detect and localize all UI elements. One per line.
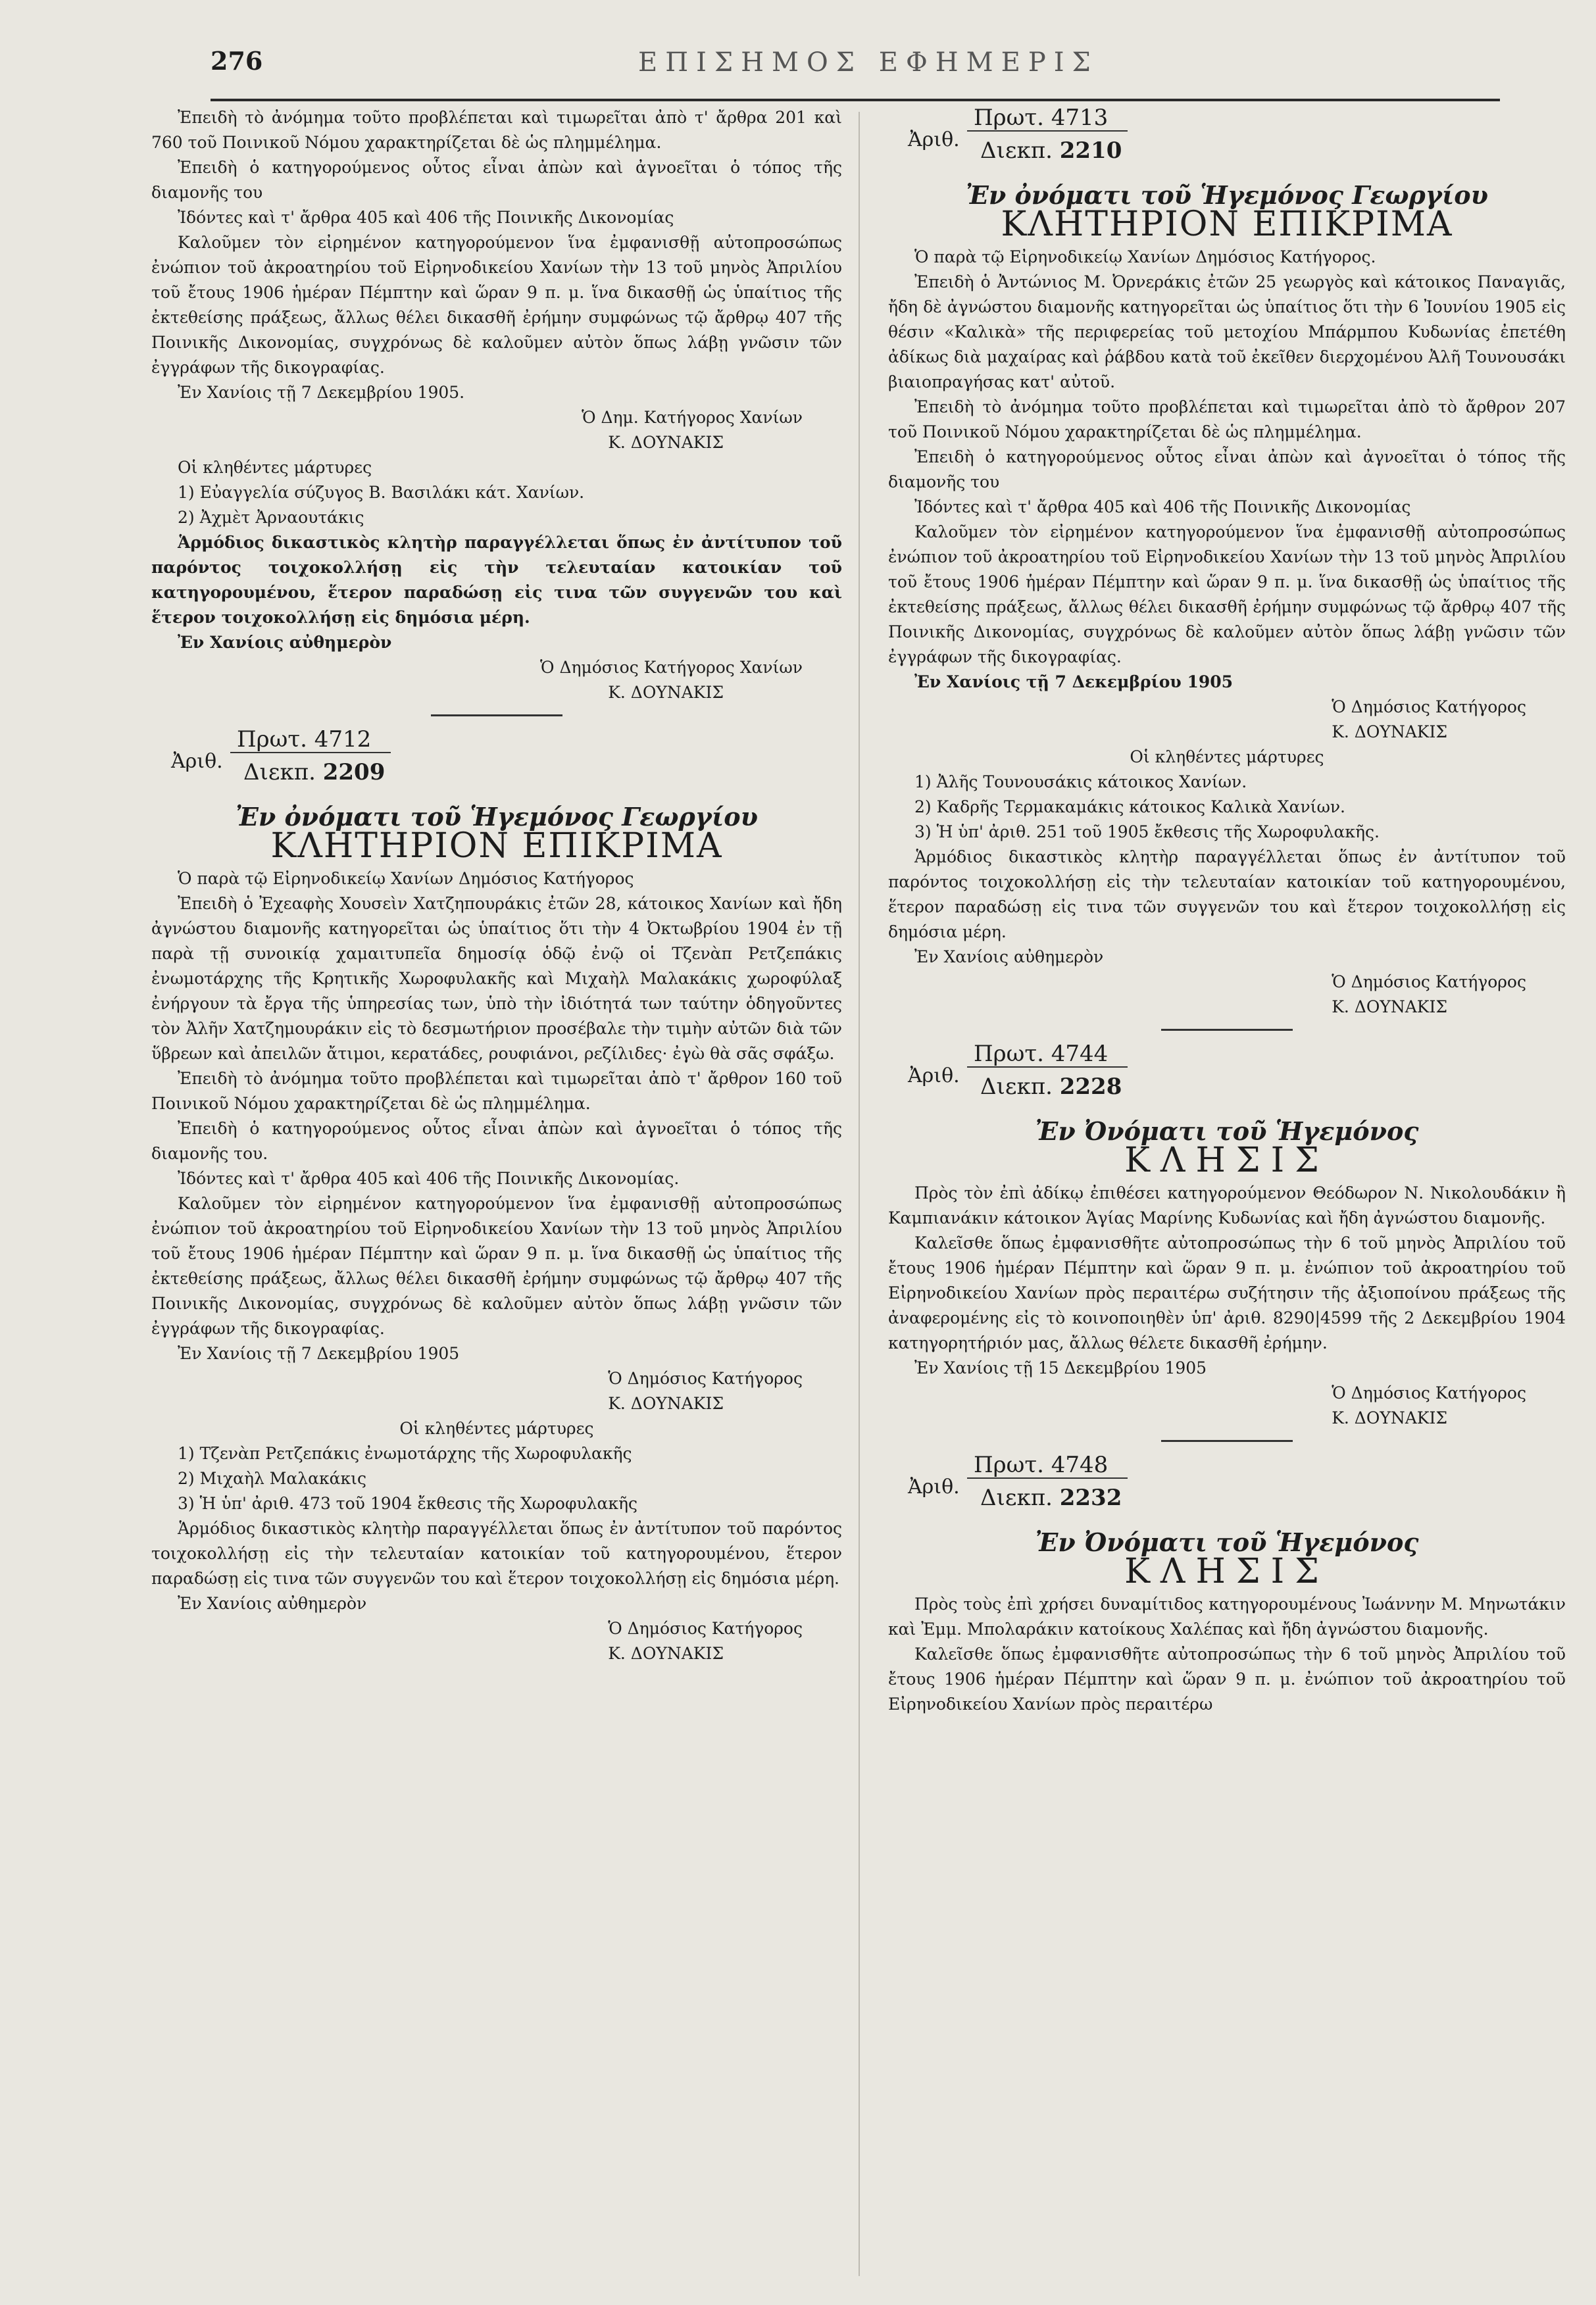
witness-heading: Οἱ κληθέντες μάρτυρες bbox=[178, 458, 372, 477]
paragraph: Ὁ παρὰ τῷ Εἰρηνοδικείῳ Χανίων Δημόσιος Κατήγορος. bbox=[914, 247, 1376, 266]
paragraph: Καλοῦμεν τὸν εἰρημένον κατηγορούμενον ἵνα ἐμφανισθῇ αὐτοπροσώπως ἐνώπιον τοῦ ἀκροατηρίου τοῦ Εἰρηνοδικείου Χανίων τὴν 13 τοῦ μηνὸς Ἀπριλίου τοῦ ἔτους 1906 ἡμέραν Πέμπτην καὶ ὥραν 9 π. μ. ἵνα δικασθῇ ὡς ὑπαίτιος τῆς ἐκτεθείσης πράξεως, ἄλλως θέλει δικασθῆ ἐρήμην συμφώνως τῷ ἄρθρῳ 407 τῆς Ποινικῆς Δικονομίας, συγχρόνως δὲ καλοῦμεν αὐτὸν ὅπως λάβῃ γνῶσιν τῶν ἐγγράφων τῆς δικογραφίας. bbox=[151, 1194, 842, 1338]
protocol-number: Πρωτ. 4713 bbox=[967, 105, 1128, 132]
arith-label: Ἀριθ. bbox=[908, 128, 960, 151]
protocol-number: Πρωτ. 4712 bbox=[230, 727, 391, 753]
dispatch-label: Διεκπ. bbox=[980, 137, 1053, 164]
paragraph: Ἐπειδὴ ὁ κατηγορούμενος οὗτος εἶναι ἀπὼν καὶ ἀγνοεῖται ὁ τόπος τῆς διαμονῆς του. bbox=[151, 1119, 842, 1163]
witness-item: 2) Μιχαὴλ Μαλακάκις bbox=[178, 1469, 366, 1488]
signer-title: Ὁ Δημόσιος Κατήγορος bbox=[608, 1369, 803, 1388]
paragraph: Ἐπειδὴ ὁ Ἐχεαφὴς Χουσεὶν Χατζηπουράκις ἐτῶν 28, κάτοικος Χανίων καὶ ἤδη ἀγνώστου διαμονῆς κατηγορεῖται ὡς ὑπαίτιος ὅτι τὴν 4 Ὀκτωβρίου 1904 ἐν τῇ παρὰ τῇ συνοικίᾳ χαμαιτυπεῖα δημοσίᾳ ὁδῷ ἐνῷ οἱ Τζενὰπ Ρετζεπάκις ἐνωμοτάρχης τῆς Κρητικῆς Χωροφυλακῆς καὶ Μιχαὴλ Μαλακάκις χωροφύλαξ ἐνήργουν τὰ ἔργα τῆς ὑπηρεσίας των, ὑπὸ τὴν ἰδιότητά των ταύτην ὁδηγοῦντες τὸν Ἀλῆν Χατζημουράκιν εἰς τὸ δεσμωτήριον προσέβαλε τὴν τιμὴν αὐτῶν διὰ τῶν ὕβρεων καὶ ἀπειλῶν ἄτιμοι, κερατάδες, ρουφιάνοι, ρεζίλιδες· ἐγὼ θὰ σᾶς σφάξω. bbox=[151, 894, 842, 1063]
arith-label: Ἀριθ. bbox=[171, 750, 223, 773]
column-divider bbox=[859, 112, 860, 2276]
paragraph: Πρὸς τοὺς ἐπὶ χρήσει δυναμίτιδος κατηγορουμένους Ἰωάννην Μ. Μηνωτάκιν καὶ Ἐμμ. Μπολαράκιν κατοίκους Χαλέπας καὶ ἤδη ἀγνώστου διαμονῆς. bbox=[888, 1595, 1566, 1639]
witness-heading: Οἱ κληθέντες μάρτυρες bbox=[1130, 747, 1324, 766]
bailiff-order: Ἁρμόδιος δικαστικὸς κλητὴρ παραγγέλλεται ὅπως ἐν ἀντίτυπον τοῦ παρόντος τοιχοκολλήσῃ εἰς τὴν τελευταίαν κατοικίαν τοῦ κατηγορουμένου, ἕτερον παραδώσῃ εἰς τινα τῶν συγγενῶν του καὶ ἕτερον τοιχοκολλήσῃ εἰς δημόσια μέρη. bbox=[151, 1519, 842, 1588]
invocation-heading: Ἐν ὀνόματι τοῦ Ἡγεμόνος Γεωργίου bbox=[236, 802, 758, 831]
dispatch-number bbox=[980, 1074, 1122, 1099]
dispatch-number bbox=[980, 138, 1122, 163]
date-line: Ἐν Χανίοις τῇ 7 Δεκεμβρίου 1905. bbox=[178, 383, 465, 402]
section-rule bbox=[1161, 1029, 1293, 1031]
witness-item: 3) Ἡ ὑπ' ἀριθ. 473 τοῦ 1904 ἔκθεσις τῆς Χωροφυλακῆς bbox=[178, 1494, 637, 1513]
invocation-heading: Ἐν Ὀνόματι τοῦ Ἡγεμόνος bbox=[1035, 1527, 1419, 1557]
notice-title: ΚΛΗΣΙΣ bbox=[1124, 1552, 1330, 1591]
dispatch-value: 2228 bbox=[1059, 1074, 1122, 1100]
dispatch-value: 2232 bbox=[1059, 1485, 1122, 1511]
date-line: Ἐν Χανίοις τῇ 15 Δεκεμβρίου 1905 bbox=[914, 1358, 1207, 1377]
date-line: Ἐν Χανίοις αὐθημερὸν bbox=[178, 633, 392, 652]
signer-title: Ὁ Δημόσιος Κατήγορος bbox=[608, 1619, 803, 1638]
witness-heading: Οἱ κληθέντες μάρτυρες bbox=[399, 1419, 594, 1438]
reference-number bbox=[908, 1452, 1566, 1525]
section-rule bbox=[431, 714, 562, 716]
left-column bbox=[151, 105, 842, 1666]
invocation-heading: Ἐν Ὀνόματι τοῦ Ἡγεμόνος bbox=[1035, 1116, 1419, 1146]
protocol-number: Πρωτ. 4744 bbox=[967, 1041, 1128, 1068]
witness-item: 1) Ἀλῆς Τουνουσάκις κάτοικος Χανίων. bbox=[914, 772, 1247, 791]
witness-item: 3) Ἡ ὑπ' ἀριθ. 251 τοῦ 1905 ἔκθεσις τῆς Χωροφυλακῆς. bbox=[914, 822, 1380, 841]
paragraph: Ἐπειδὴ ὁ κατηγορούμενος οὗτος εἶναι ἀπὼν καὶ ἀγνοεῖται ὁ τόπος τῆς διαμονῆς του bbox=[888, 447, 1566, 491]
page-header bbox=[211, 46, 1500, 101]
paragraph: Ἰδόντες καὶ τ' ἄρθρα 405 καὶ 406 τῆς Ποινικῆς Δικονομίας bbox=[178, 208, 674, 227]
signer-name: Κ. ΔΟΥΝΑΚΙΣ bbox=[608, 433, 724, 452]
page-number: 276 bbox=[211, 46, 263, 76]
dispatch-value: 2210 bbox=[1059, 137, 1122, 164]
date-line: Ἐν Χανίοις αὐθημερὸν bbox=[178, 1594, 367, 1613]
section-rule bbox=[1161, 1440, 1293, 1442]
bailiff-order: Ἁρμόδιος δικαστικὸς κλητὴρ παραγγέλλεται ὅπως ἐν ἀντίτυπον τοῦ παρόντος τοιχοκολλήσῃ εἰς τὴν τελευταίαν κατοικίαν τοῦ κατηγορουμένου, ἕτερον παραδώσῃ εἰς τινα τῶν συγγενῶν του καὶ ἕτερον τοιχοκολλήσῃ εἰς δημόσια μέρη. bbox=[151, 533, 842, 627]
paragraph: Ἰδόντες καὶ τ' ἄρθρα 405 καὶ 406 τῆς Ποινικῆς Δικονομίας bbox=[914, 497, 1411, 516]
date-line: Ἐν Χανίοις αὐθημερὸν bbox=[914, 947, 1104, 966]
witness-item: 2) Καδρῆς Τερμακαμάκις κάτοικος Καλικὰ Χανίων. bbox=[914, 797, 1345, 816]
signer-name: Κ. ΔΟΥΝΑΚΙΣ bbox=[608, 1394, 724, 1413]
paragraph: Καλεῖσθε ὅπως ἐμφανισθῆτε αὐτοπροσώπως τὴν 6 τοῦ μηνὸς Ἀπριλίου τοῦ ἔτους 1906 ἡμέραν Πέμπτην καὶ ὥραν 9 π. μ. ἐνώπιον τοῦ ἀκροατηρίου τοῦ Εἰρηνοδικείου Χανίων πρὸς περαιτέρω bbox=[888, 1645, 1566, 1714]
notice-title: ΚΛΗΣΙΣ bbox=[1124, 1141, 1330, 1180]
paragraph: Ἰδόντες καὶ τ' ἄρθρα 405 καὶ 406 τῆς Ποινικῆς Δικονομίας. bbox=[178, 1169, 680, 1188]
witness-item: 1) Εὐαγγελία σύζυγος Β. Βασιλάκι κάτ. Χανίων. bbox=[178, 483, 585, 502]
dispatch-label: Διεκπ. bbox=[980, 1074, 1053, 1100]
reference-number bbox=[908, 1041, 1566, 1114]
invocation-heading: Ἐν ὀνόματι τοῦ Ἡγεμόνος Γεωργίου bbox=[966, 180, 1488, 210]
newspaper-title: ΕΠΙΣΗΜΟΣ ΕΦΗΜΕΡΙΣ bbox=[638, 47, 1099, 78]
dispatch-label: Διεκπ. bbox=[980, 1485, 1053, 1511]
paragraph: Καλοῦμεν τὸν εἰρημένον κατηγορούμενον ἵνα ἐμφανισθῇ αὐτοπροσώπως ἐνώπιον τοῦ ἀκροατηρίου τοῦ Εἰρηνοδικείου Χανίων τὴν 13 τοῦ μηνὸς Ἀπριλίου τοῦ ἔτους 1906 ἡμέραν Πέμπτην καὶ ὥραν 9 π. μ. ἵνα δικασθῇ ὡς ὑπαίτιος τῆς ἐκτεθείσης πράξεως, ἄλλως θέλει δικασθῆ ἐρήμην συμφώνως τῷ ἄρθρῳ 407 τῆς Ποινικῆς Δικονομίας, συγχρόνως δὲ καλοῦμεν αὐτὸν ὅπως λάβῃ γνῶσιν τῶν ἐγγράφων τῆς δικογραφίας. bbox=[888, 522, 1566, 666]
notice-title: ΚΛΗΤΗΡΙΟΝ ΕΠΙΚΡΙΜΑ bbox=[1001, 205, 1453, 244]
signer-title: Ὁ Δημόσιος Κατήγορος bbox=[1332, 697, 1526, 716]
right-column bbox=[888, 105, 1566, 1717]
paragraph: Ὁ παρὰ τῷ Εἰρηνοδικείῳ Χανίων Δημόσιος Κατήγορος bbox=[178, 869, 634, 888]
arith-label: Ἀριθ. bbox=[908, 1475, 960, 1499]
reference-number bbox=[171, 727, 842, 799]
paragraph: Πρὸς τὸν ἐπὶ ἀδίκῳ ἐπιθέσει κατηγορούμενον Θεόδωρον Ν. Νικολουδάκιν ἢ Καμπιανάκιν κάτοικον Ἁγίας Μαρίνης Κυδωνίας καὶ ἤδη ἀγνώστου διαμονῆς. bbox=[888, 1183, 1566, 1227]
notice-title: ΚΛΗΤΗΡΙΟΝ ΕΠΙΚΡΙΜΑ bbox=[270, 826, 723, 866]
signer-name: Κ. ΔΟΥΝΑΚΙΣ bbox=[608, 1644, 724, 1663]
signer-title: Ὁ Δημ. Κατήγορος Χανίων bbox=[582, 408, 803, 427]
paragraph: Καλεῖσθε ὅπως ἐμφανισθῆτε αὐτοπροσώπως τὴν 6 τοῦ μηνὸς Ἀπριλίου τοῦ ἔτους 1906 ἡμέραν Πέμπτην καὶ ὥραν 9 π. μ. ἐνώπιον τοῦ ἀκροατηρίου τοῦ Εἰρηνοδικείου Χανίων πρὸς περαιτέρω συζήτησιν τῆς ἀξιοποίνου πράξεως τῆς ἀναφερομένης εἰς τὸ κοινοποιηθὲν ὑπ' ἀριθ. 8290|4599 τῆς 2 Δεκεμβρίου 1904 κατηγορητήριόν μας, ἄλλως θέλετε δικασθῆ ἐρήμην. bbox=[888, 1233, 1566, 1352]
dispatch-number bbox=[243, 760, 385, 785]
signer-name: Κ. ΔΟΥΝΑΚΙΣ bbox=[1332, 722, 1447, 741]
witness-item: 1) Τζενὰπ Ρετζεπάκις ἐνωμοτάρχης τῆς Χωροφυλακῆς bbox=[178, 1444, 632, 1463]
protocol-number: Πρωτ. 4748 bbox=[967, 1452, 1128, 1479]
signer-name: Κ. ΔΟΥΝΑΚΙΣ bbox=[1332, 1408, 1447, 1427]
paragraph: Ἐπειδὴ τὸ ἀνόμημα τοῦτο προβλέπεται καὶ τιμωρεῖται ἀπὸ τὸ ἄρθρον 207 τοῦ Ποινικοῦ Νόμου χαρακτηρίζεται δὲ ὡς πλημμέλημα. bbox=[888, 397, 1566, 441]
dispatch-value: 2209 bbox=[322, 759, 386, 785]
witness-item: 2) Ἀχμὲτ Ἀρναουτάκις bbox=[178, 508, 364, 527]
dispatch-label: Διεκπ. bbox=[243, 759, 316, 785]
arith-label: Ἀριθ. bbox=[908, 1064, 960, 1087]
paragraph: Ἐπειδὴ τὸ ἀνόμημα τοῦτο προβλέπεται καὶ τιμωρεῖται ἀπὸ τ' ἄρθρον 160 τοῦ Ποινικοῦ Νόμου χαρακτηρίζεται δὲ ὡς πλημμέλημα. bbox=[151, 1069, 842, 1113]
signer-name: Κ. ΔΟΥΝΑΚΙΣ bbox=[608, 683, 724, 702]
dispatch-number bbox=[980, 1485, 1122, 1510]
paragraph: Καλοῦμεν τὸν εἰρημένον κατηγορούμενον ἵνα ἐμφανισθῇ αὐτοπροσώπως ἐνώπιον τοῦ ἀκροατηρίου τοῦ Εἰρηνοδικείου Χανίων τὴν 13 τοῦ μηνὸς Ἀπριλίου τοῦ ἔτους 1906 ἡμέραν Πέμπτην καὶ ὥραν 9 π. μ. ἵνα δικασθῇ ὡς ὑπαίτιος τῆς ἐκτεθείσης πράξεως, ἄλλως θέλει δικασθῆ ἐρήμην συμφώνως τῷ ἄρθρῳ 407 τῆς Ποινικῆς Δικονομίας, συγχρόνως δὲ καλοῦμεν αὐτὸν ὅπως λάβῃ γνῶσιν τῶν ἐγγράφων τῆς δικογραφίας. bbox=[151, 233, 842, 377]
paragraph: Ἐπειδὴ ὁ κατηγορούμενος οὗτος εἶναι ἀπὼν καὶ ἀγνοεῖται ὁ τόπος τῆς διαμονῆς του bbox=[151, 158, 842, 202]
signer-title: Ὁ Δημόσιος Κατήγορος bbox=[1332, 972, 1526, 991]
paragraph: Ἐπειδὴ τὸ ἀνόμημα τοῦτο προβλέπεται καὶ τιμωρεῖται ἀπὸ τ' ἄρθρα 201 καὶ 760 τοῦ Ποινικοῦ Νόμου χαρακτηρίζεται δὲ ὡς πλημμέλημα. bbox=[151, 108, 842, 152]
signer-title: Ὁ Δημόσιος Κατήγορος bbox=[1332, 1383, 1526, 1402]
reference-number bbox=[908, 105, 1566, 178]
bailiff-order: Ἁρμόδιος δικαστικὸς κλητὴρ παραγγέλλεται ὅπως ἐν ἀντίτυπον τοῦ παρόντος τοιχοκολλήσῃ εἰς τὴν τελευταίαν κατοικίαν τοῦ κατηγορουμένου, ἕτερον παραδώσῃ εἰς τινα τῶν συγγενῶν του καὶ ἕτερον τοιχοκολλήσῃ εἰς δημόσια μέρη. bbox=[888, 847, 1566, 941]
date-line: Ἐν Χανίοις τῇ 7 Δεκεμβρίου 1905 bbox=[178, 1344, 460, 1363]
date-line: Ἐν Χανίοις τῇ 7 Δεκεμβρίου 1905 bbox=[914, 672, 1234, 691]
paragraph: Ἐπειδὴ ὁ Ἀντώνιος Μ. Ὀρνεράκις ἐτῶν 25 γεωργὸς καὶ κάτοικος Παναγιᾶς, ἤδη δὲ ἀγνώστου διαμονῆς κατηγορεῖται ὡς ὑπαίτιος ὅτι τὴν 6 Ἰουνίου 1905 εἰς θέσιν «Καλικὰ» τῆς περιφερείας τοῦ μετοχίου Μπάρμπου Κυδωνίας ἐπετέθη ἀδίκως διὰ μαχαίρας καὶ ῥάβδου κατὰ τοῦ ἐκεῖθεν διερχομένου Ἀλῆ Τουνουσάκι βιαιοπραγήσας κατ' αὐτοῦ. bbox=[888, 272, 1566, 391]
signer-title: Ὁ Δημόσιος Κατήγορος Χανίων bbox=[540, 658, 803, 677]
signer-name: Κ. ΔΟΥΝΑΚΙΣ bbox=[1332, 997, 1447, 1016]
